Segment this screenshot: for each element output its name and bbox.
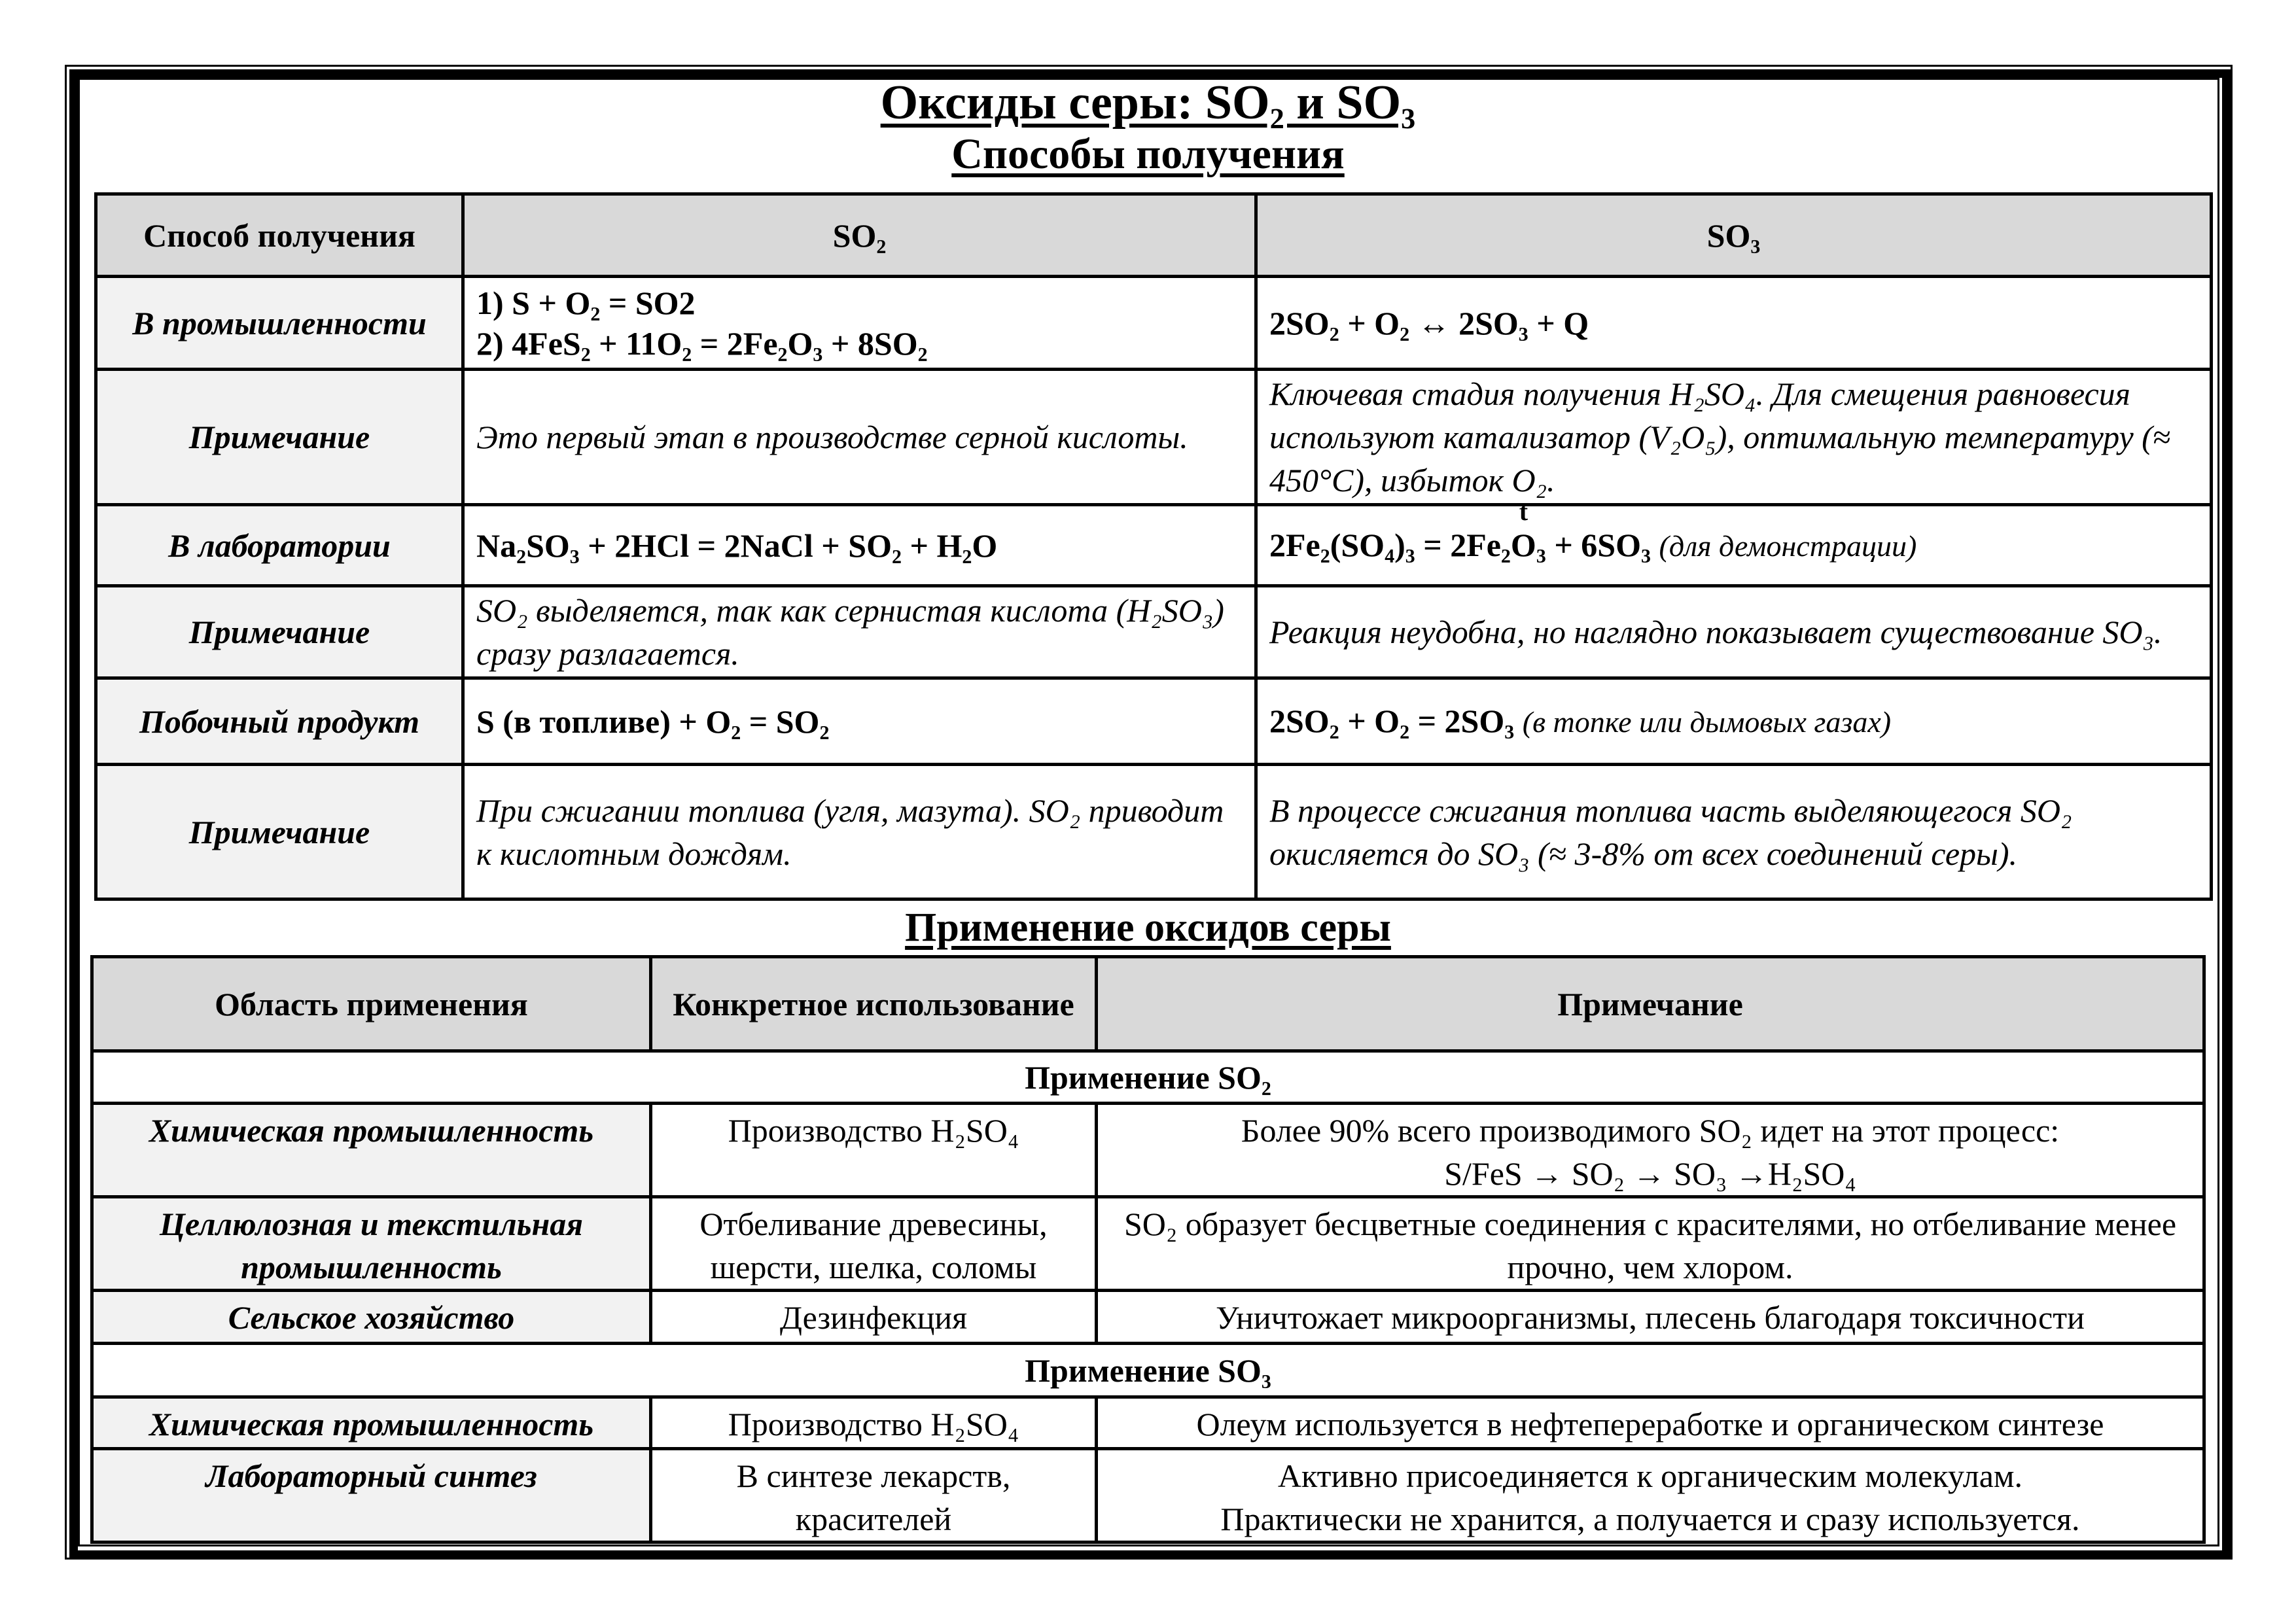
section-row-so2: [92, 1051, 2204, 1104]
header-remark: Примечание: [1097, 957, 2204, 1051]
so2-lab-equation: Na₂SO₃ + 2HCl = 2NaCl + SO₂ + H₂O: [463, 505, 1256, 586]
application-use: Дезинфекция: [651, 1291, 1097, 1344]
header-so3: SO₃: [1256, 194, 2212, 277]
table-row: [92, 1197, 2204, 1291]
so3-note: Ключевая стадия получения H₂SO₄. Для смещения равновесия используют катализатор (V₂O₅), оптимальную температуру (≈ 450°C), избыток O₂.: [1256, 370, 2212, 505]
application-remark: Олеум используется в нефтепереработке и органическом синтезе: [1097, 1397, 2204, 1449]
row-label: Примечание: [96, 586, 463, 678]
section-title: Применение SO₂: [92, 1051, 2204, 1104]
header-area: Область применения: [92, 957, 651, 1051]
row-label: В лаборатории: [96, 505, 463, 586]
table-row: [92, 1449, 2204, 1543]
row-label: Побочный продукт: [96, 678, 463, 765]
table-header-row: [92, 957, 2204, 1051]
so2-note: При сжигании топлива (угля, мазута). SO₂ приводит к кислотным дождям.: [463, 765, 1256, 899]
row-label: Примечание: [96, 370, 463, 505]
application-use: Отбеливание древесины, шерсти, шелка, соломы: [651, 1197, 1097, 1291]
document-title: Оксиды серы: SO₂ и SO₃: [880, 76, 1416, 130]
applications-table: [90, 955, 2206, 1544]
application-area: Химическая промышленность: [92, 1104, 651, 1197]
table-row-laboratory: [96, 505, 2212, 586]
table-row-note: [96, 765, 2212, 899]
so3-industry-equation: 2SO₂ + O₂ ↔ 2SO₃ + Q: [1256, 277, 2212, 370]
application-area: Лабораторный синтез: [92, 1449, 651, 1543]
row-label: Примечание: [96, 765, 463, 899]
section-row-so3: [92, 1344, 2204, 1397]
so2-equation-1: 1) S + O₂ = SO2: [476, 284, 696, 321]
row-label: В промышленности: [96, 277, 463, 370]
so3-byproduct-equation: 2SO₂ + O₂ = 2SO₃ (в топке или дымовых газах): [1256, 678, 2212, 765]
so2-equation-2: 2) 4FeS₂ + 11O₂ = 2Fe₂O₃ + 8SO₂: [476, 324, 928, 362]
application-use: Производство H₂SO₄: [651, 1397, 1097, 1449]
so2-industry-equations: [463, 277, 1256, 370]
table-row-industry: [96, 277, 2212, 370]
application-use: В синтезе лекарств, красителей: [651, 1449, 1097, 1543]
application-area: Целлюлозная и текстильная промышленность: [92, 1197, 651, 1291]
so3-lab-remark: (для демонстрации): [1659, 529, 1917, 563]
so2-note: SO₂ выделяется, так как сернистая кислота (H₂SO₃) сразу разлагается.: [463, 586, 1256, 678]
heating-mark: t O: [1510, 496, 1536, 563]
table-row-note: [96, 586, 2212, 678]
header-method: Способ получения: [96, 194, 463, 277]
production-methods-table: [94, 192, 2213, 901]
so3-note: Реакция неудобна, но наглядно показывает существование SO₃.: [1256, 586, 2212, 678]
so3-lab-equation: 2Fe₂(SO₄)₃ = 2Fe₂ t O₃ + 6SO₃ (для демонстрации): [1256, 505, 2212, 586]
table-row: [92, 1397, 2204, 1449]
application-remark: Уничтожает микроорганизмы, плесень благодаря токсичности: [1097, 1291, 2204, 1344]
application-remark: Более 90% всего производимого SO₂ идет на этот процесс: S/FeS → SO₂ → SO₃ →H₂SO₄: [1097, 1104, 2204, 1197]
so2-note: Это первый этап в производстве серной кислоты.: [463, 370, 1256, 505]
table-row: [92, 1104, 2204, 1197]
table-row-byproduct: [96, 678, 2212, 765]
so3-byproduct-remark: (в топке или дымовых газах): [1522, 705, 1892, 739]
section-title-production: Способы получения: [951, 130, 1345, 178]
header-use: Конкретное использование: [651, 957, 1097, 1051]
application-area: Сельское хозяйство: [92, 1291, 651, 1344]
temperature-label: t: [1519, 496, 1528, 526]
application-remark: SO₂ образует бесцветные соединения с красителями, но отбеливание менее прочно, чем хлором.: [1097, 1197, 2204, 1291]
section-title: Применение SO₃: [92, 1344, 2204, 1397]
so2-byproduct-equation: S (в топливе) + O₂ = SO₂: [463, 678, 1256, 765]
section-title-applications: Применение оксидов серы: [905, 905, 1391, 950]
application-area: Химическая промышленность: [92, 1397, 651, 1449]
table-row-note: [96, 370, 2212, 505]
header-so2: SO₂: [463, 194, 1256, 277]
application-remark: Активно присоединяется к органическим молекулам. Практически не хранится, а получается и сразу используется.: [1097, 1449, 2204, 1543]
table-header-row: [96, 194, 2212, 277]
application-use: Производство H₂SO₄: [651, 1104, 1097, 1197]
so3-note: В процессе сжигания топлива часть выделяющегося SO₂ окисляется до SO₃ (≈ 3-8% от всех соединений серы).: [1256, 765, 2212, 899]
table-row: [92, 1291, 2204, 1344]
